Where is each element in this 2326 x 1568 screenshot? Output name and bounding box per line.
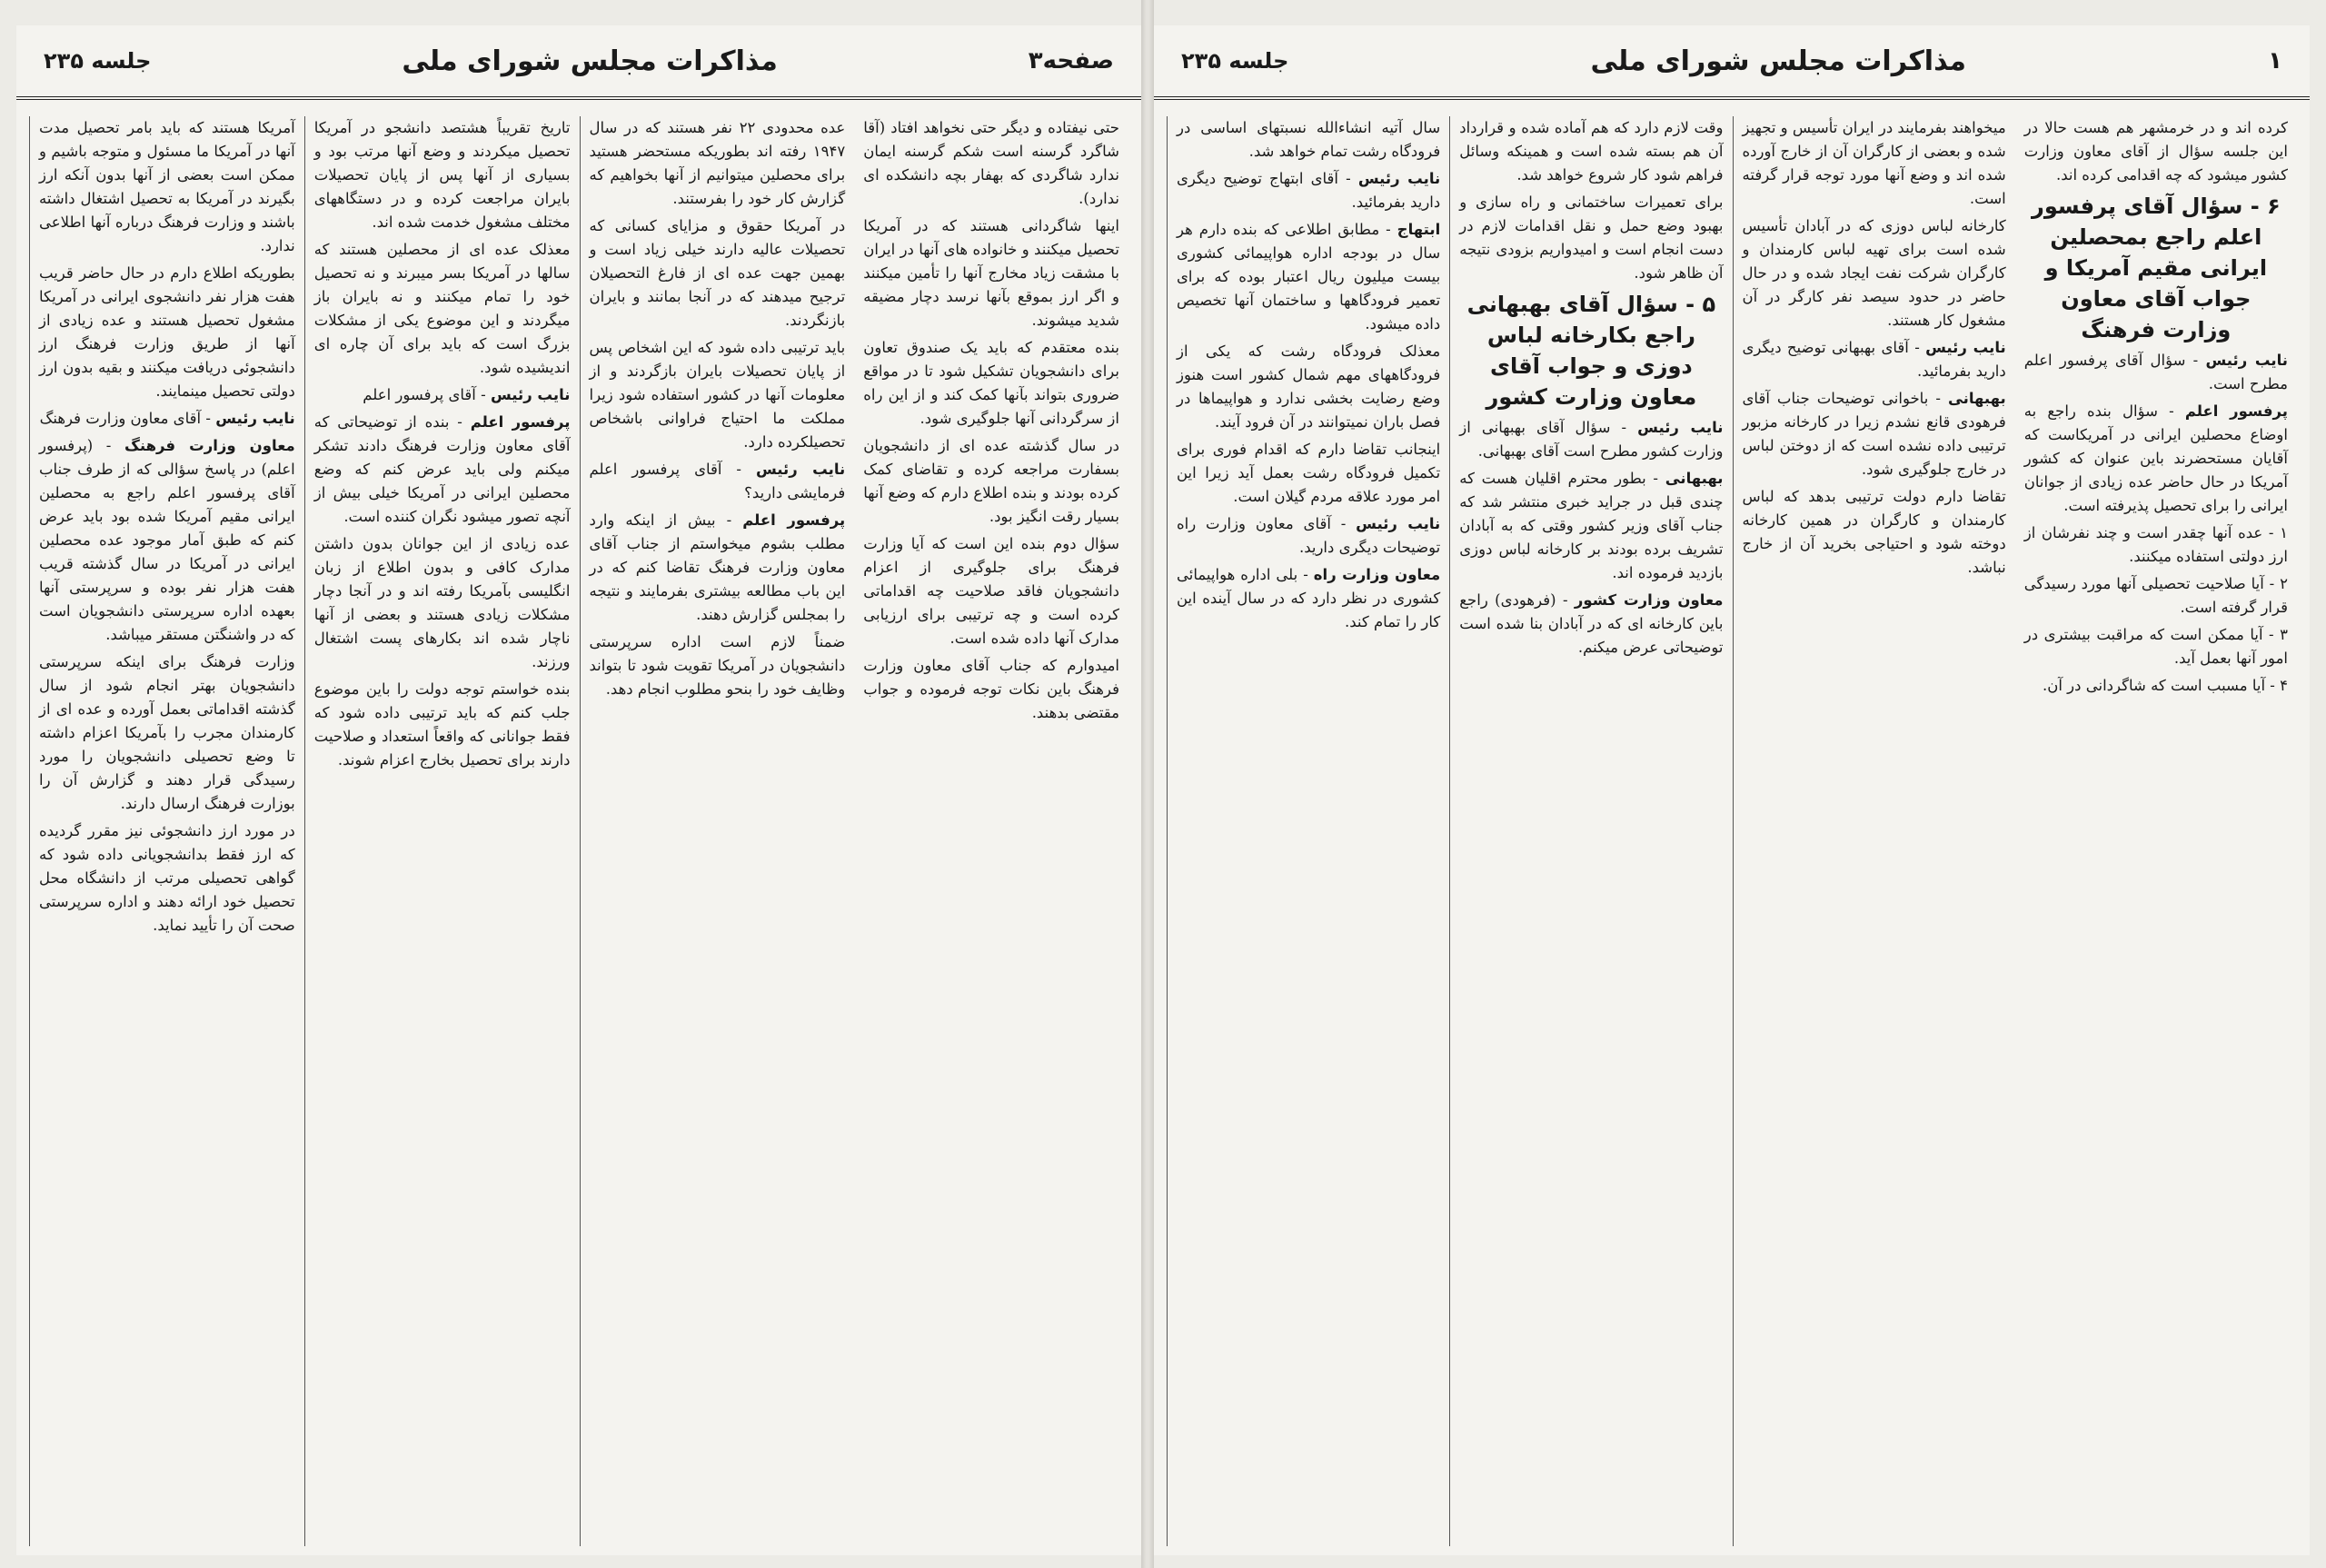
paragraph-text: آقای معاون وزارت راه توضیحات دیگری دارید. bbox=[1177, 515, 1441, 556]
paragraph: پرفسور اعلم - بنده از توضیحاتی که آقای معاون وزارت فرهنگ دادند تشکر میکنم ولی باید عرض کنم که وضع محصلین ایرانی در آمریکا خیلی بیش از آنچه تصور میشود نگران کننده است. bbox=[313, 413, 571, 525]
paragraph-text: حتی نیفتاده و دیگر حتی نخواهد افتاد (آقا شاگرد گرسنه است شکم گرسنه ایمان ندارد شاگردی که بهفار بچه دانشکده ای ندارد). bbox=[863, 119, 1119, 207]
paragraph: پرفسور اعلم - سؤال بنده راجع به اوضاع محصلین ایرانی در آمریکاست که آقایان مستحضرند باین عنوان که کشور آمریکا در حال حاضر عده زیادی از جوانان ایرانی را برای تحصیل پذیرفته است. bbox=[2023, 402, 2288, 514]
text-column bbox=[1449, 116, 1732, 1546]
paragraph bbox=[2024, 623, 2288, 670]
text-column bbox=[304, 116, 580, 1546]
paragraph-text: سؤال بنده راجع به اوضاع محصلین ایرانی در آمریکاست که آقایان مستحضرند باین عنوان که کشور آمریکا در حال حاضر عده زیادی از جوانان ایرانی را برای تحصیل پذیرفته است. bbox=[2023, 402, 2288, 514]
paragraph-text: سؤال دوم بنده این است که آیا وزارت فرهنگ برای جلوگیری از اعزام دانشجویان فاقد صلاحیت چه اقداماتی کرده است و چه ترتیبی برای ارزیابی مدارک آنها داده شده است. bbox=[863, 535, 1119, 647]
paragraph: بهبهانی - باخوانی توضیحات جناب آقای فرهودی قانع نشدم زیرا در کارخانه مزبور ترتیبی داده نشده است که از دوختن لباس در خارج جلوگیری شود. bbox=[1742, 390, 2006, 478]
paragraph-text: بنده خواستم توجه دولت را باین موضوع جلب کنم که باید ترتیبی داده شود که فقط جوانانی که واقعاً استعداد و صلاحیت دارند برای تحصیل بخارج اعزام شوند. bbox=[313, 680, 571, 769]
paragraph-text: آقای ابتهاج توضیح دیگری دارید بفرمائید. bbox=[1177, 170, 1441, 211]
paragraph bbox=[39, 262, 295, 403]
speaker-name: پرفسور اعلم bbox=[742, 511, 846, 529]
paragraph bbox=[314, 238, 571, 380]
speaker-name: نایب رئیس bbox=[1925, 339, 2006, 356]
left-page-columns bbox=[29, 116, 1128, 1546]
paragraph-text: (پرفسور اعلم) در پاسخ سؤالی که از طرف جناب آقای پرفسور اعلم راجع به محصلین ایرانی مقیم آمریکا شده بود باید عرض کنم که طبق آمار موجود عده محصلین ایرانی در آمریکا در سال گذشته قریب هفت هزار نفر بوده و سرپرستی آنها بعهده اداره سرپرستی دانشجویان است که در واشنگتن مستقر میباشد. bbox=[39, 437, 295, 643]
paragraph-text: سؤال آقای پرفسور اعلم مطرح است. bbox=[2023, 352, 2288, 392]
speaker-name: ابتهاج bbox=[1397, 221, 1441, 238]
left-page-title: مذاکرات مجلس شورای ملی bbox=[402, 45, 778, 77]
paragraph-text: برای تعمیرات ساختمانی و راه سازی و بهبود وضع حمل و نقل اقدامات لازم در دست انجام است و امیدواریم بزودی نتیجه آن ظاهر شود. bbox=[1459, 194, 1724, 282]
speaker-name: نایب رئیس bbox=[490, 386, 571, 403]
paragraph-text: سؤال آقای بهبهانی از وزارت کشور مطرح است آقای بهبهانی. bbox=[1459, 419, 1724, 460]
paragraph-text: در مورد ارز دانشجوئی نیز مقرر گردیده که ارز فقط بدانشجویانی داده شود که گواهی تحصیلی مرتب از دانشگاه محل تحصیل خود ارائه دهند و اداره سرپرستی صحت آن را تأیید نماید. bbox=[39, 822, 295, 934]
paragraph bbox=[1459, 116, 1723, 187]
speaker-name: نایب رئیس bbox=[1357, 170, 1441, 187]
speaker-name: بهبهانی bbox=[1665, 470, 1724, 487]
right-page-header bbox=[1154, 25, 2310, 100]
paragraph-text: معذلک فرودگاه رشت که یکی از فرودگاههای مهم شمال کشور است هنوز وضع رضایت بخشی ندارد و هواپیماها در فصل باران نمیتوانند در آن فرود آیند. bbox=[1177, 342, 1441, 431]
paragraph: بهبهانی - بطور محترم اقلیان هست که چندی قبل در جراید خبری منتشر شد که جناب آقای وزیر کشور وقتی که به آبادان تشریف برده بودند بر کارخانه لباس دوزی بازدید فرموده اند. bbox=[1459, 470, 1724, 581]
paragraph-text: بنده معتقدم که باید یک صندوق تعاون برای دانشجویان تشکیل شود تا در مواقع ضروری بتواند بآنها کمک کند و از این راه از سرگردانی آنها جلوگیری شود. bbox=[863, 339, 1119, 427]
paragraph-text: عده محدودی ۲۲ نفر هستند که در سال ۱۹۴۷ رفته اند بطوریکه مستحضر هستید برای محصلین میتوانیم از آنها بخواهیم که گزارش کار خود را بفرستند. bbox=[589, 119, 846, 207]
paragraph-text: آقای پرفسور اعلم فرمایشی دارید؟ bbox=[589, 461, 846, 501]
paragraph bbox=[1177, 116, 1440, 164]
paragraph-text: ضمناً لازم است اداره سرپرستی دانشجویان در آمریکا تقویت شود تا بتواند وظایف خود را بنحو مطلوب انجام دهد. bbox=[589, 633, 846, 698]
paragraph-text: در آمریکا حقوق و مزایای کسانی که تحصیلات عالیه دارند خیلی زیاد است و بهمین جهت عده ای از فارغ التحصیلان ترجیح میدهند که در آنجا بمانند و بایران بازنگردند. bbox=[589, 217, 846, 329]
speaker-name: بهبهانی bbox=[1947, 390, 2006, 407]
paragraph bbox=[39, 819, 295, 938]
paragraph-text: بنده از توضیحاتی که آقای معاون وزارت فرهنگ دادند تشکر میکنم ولی باید عرض کنم که وضع محصلین ایرانی در آمریکا خیلی بیش از آنچه تصور میشود نگران کننده است. bbox=[313, 413, 571, 525]
speaker-name: نایب رئیس bbox=[2205, 352, 2288, 369]
paragraph-text: بلی اداره هواپیمائی کشوری در نظر دارد که در سال آینده این کار را تمام کند. bbox=[1177, 566, 1441, 630]
right-page bbox=[1154, 25, 2310, 1555]
paragraph-text: تقاضا دارم دولت ترتیبی بدهد که لباس کارمندان و کارگران در همین کارخانه دوخته شود و احتیاجی بخرید آن از خارج نباشد. bbox=[1742, 488, 2006, 576]
paragraph-text: (فرهودی) راجع باین کارخانه ای که در آبادان بنا شده است توضیحاتی عرض میکنم. bbox=[1459, 591, 1724, 656]
paragraph bbox=[590, 336, 846, 454]
speaker-name: پرفسور اعلم bbox=[470, 413, 571, 431]
paragraph-text: آقای پرفسور اعلم bbox=[363, 386, 476, 403]
left-page bbox=[16, 25, 1141, 1555]
text-column bbox=[29, 116, 304, 1546]
paragraph bbox=[863, 532, 1119, 650]
paragraph: نایب رئیس - سؤال آقای پرفسور اعلم مطرح است. bbox=[2023, 352, 2288, 392]
text-column bbox=[854, 116, 1128, 1546]
page-gutter bbox=[1141, 0, 1154, 1568]
paragraph: نایب رئیس - آقای بهبهانی توضیح دیگری دارید بفرمائید. bbox=[1742, 339, 2006, 380]
speaker-name: نایب رئیس bbox=[1637, 419, 1724, 436]
paragraph bbox=[1177, 438, 1440, 509]
paragraph-text: وقت لازم دارد که هم آماده شده و قرارداد آن هم بسته شده است و همینکه وسائل فراهم شود کار شروع خواهد شد. bbox=[1459, 119, 1724, 184]
paragraph: نایب رئیس - آقای پرفسور اعلم فرمایشی دارید؟ bbox=[589, 461, 846, 501]
paragraph-text: تاریخ تقریباً هشتصد دانشجو در آمریکا تحصیل میکردند و وضع آنها مرتب بود و بسیاری از آنها پس از پایان تحصیلات بایران مراجعت کرده و در دستگاههای مختلف مشغول خدمت شده اند. bbox=[313, 119, 571, 231]
paragraph-text: آقای معاون وزارت فرهنگ bbox=[39, 410, 202, 427]
speaker-name: نایب رئیس bbox=[1356, 515, 1441, 532]
paragraph bbox=[39, 650, 295, 816]
paragraph bbox=[2024, 674, 2288, 698]
paragraph bbox=[1177, 340, 1440, 434]
speaker-name: نایب رئیس bbox=[215, 410, 295, 427]
paragraph-text: باخوانی توضیحات جناب آقای فرهودی قانع نشدم زیرا در کارخانه مزبور ترتیبی داده نشده است که از دوختن لباس در خارج جلوگیری شود. bbox=[1742, 390, 2006, 478]
right-page-columns bbox=[1167, 116, 2297, 1546]
paragraph bbox=[1459, 191, 1723, 285]
text-column bbox=[1733, 116, 2015, 1546]
paragraph-text: بیش از اینکه وارد مطلب بشوم میخواستم از جناب آقای معاون وزارت فرهنگ تقاضا کنم که در این باب مطالعه بیشتری بفرمایند و نتیجه را بمجلس گزارش دهند. bbox=[589, 511, 846, 623]
paragraph bbox=[2024, 572, 2288, 620]
paragraph-text: بطور محترم اقلیان هست که چندی قبل در جراید خبری منتشر شد که جناب آقای وزیر کشور وقتی که به آبادان تشریف برده بودند بر کارخانه لباس دوزی بازدید فرموده اند. bbox=[1459, 470, 1724, 581]
text-column bbox=[2015, 116, 2297, 1546]
paragraph: نایب رئیس - آقای معاون وزارت فرهنگ bbox=[39, 410, 295, 427]
paragraph bbox=[2024, 116, 2288, 187]
paragraph-text: آمریکا هستند که باید بامر تحصیل مدت آنها در آمریکا ما مسئول و متوجه باشیم و ممکن است بعضی از آنها بدون آنکه ارز بگیرند در آمریکا به تحصیل اشتغال داشته باشند و وزارت فرهنگ درباره آنها اطلاعی ندارد. bbox=[39, 119, 295, 254]
speaker-name: پرفسور اعلم bbox=[2184, 402, 2288, 420]
paragraph bbox=[863, 654, 1119, 725]
paragraph-text: معذلک عده ای از محصلین هستند که سالها در آمریکا بسر میبرند و نه تحصیل خود را تمام میکنند و نه بایران باز میگردند و این موضوع یکی از مشکلات بزرگ است که باید برای آن چاره ای اندیشیده شود. bbox=[313, 241, 571, 376]
paragraph-text: میخواهند بفرمایند در ایران تأسیس و تجهیز شده و بعضی از کارگران آن از خارج آورده شده اند و وضع آنها مورد توجه قرار گرفته است. bbox=[1742, 119, 2006, 207]
paragraph-text: کارخانه لباس دوزی که در آبادان تأسیس شده است برای تهیه لباس کارمندان و کارگران شرکت نفت ایجاد شده و در حال حاضر در حدود سیصد نفر کارگر در آن مشغول کار هستند. bbox=[1742, 217, 2006, 329]
paragraph: نایب رئیس - آقای پرفسور اعلم bbox=[363, 386, 571, 403]
left-page-number: صفحه۳ bbox=[1028, 47, 1114, 74]
paragraph-text: سال آتیه انشاءالله نسبتهای اساسی در فرودگاه رشت تمام خواهد شد. bbox=[1177, 119, 1441, 160]
paragraph bbox=[2024, 521, 2288, 569]
paragraph bbox=[863, 214, 1119, 332]
paragraph-text: ۱ - عده آنها چقدر است و چند نفرشان از ارز دولتی استفاده میکنند. bbox=[2023, 524, 2288, 565]
paragraph bbox=[863, 434, 1119, 529]
paragraph bbox=[314, 678, 571, 772]
paragraph-text: بطوریکه اطلاع دارم در حال حاضر قریب هفت هزار نفر دانشجوی ایرانی در آمریکا مشغول تحصیل هستند و عده زیادی از آنها از طریق وزارت فرهنگ ارز دانشجوئی دریافت میکنند و بقیه بدون ارز دولتی تحصیل مینمایند. bbox=[39, 264, 295, 400]
right-page-number: ۱ bbox=[2268, 47, 2282, 74]
text-column bbox=[1167, 116, 1449, 1546]
paragraph-text: در سال گذشته عده ای از دانشجویان بسفارت مراجعه کرده و تقاضای کمک کرده بودند و بنده اطلاع دارم که وضع آنها بسیار رقت انگیز بود. bbox=[863, 437, 1119, 525]
paragraph-text: ۴ - آیا مسبب است که شاگردانی در آن. bbox=[2042, 677, 2288, 694]
paragraph: نایب رئیس - آقای معاون وزارت راه توضیحات دیگری دارید. bbox=[1177, 515, 1441, 556]
paragraph: معاون وزارت فرهنگ - (پرفسور اعلم) در پاسخ سؤالی که از طرف جناب آقای پرفسور اعلم راجع به محصلین ایرانی مقیم آمریکا شده بود باید عرض کنم که طبق آمار موجود عده محصلین ایرانی در آمریکا در سال گذشته قریب هفت هزار نفر بوده و سرپرستی آنها بعهده اداره سرپرستی دانشجویان است که در واشنگتن مستقر میباشد. bbox=[39, 437, 295, 643]
paragraph: معاون وزارت کشور - (فرهودی) راجع باین کارخانه ای که در آبادان بنا شده است توضیحاتی عرض میکنم. bbox=[1459, 591, 1724, 656]
paragraph-text: وزارت فرهنگ برای اینکه سرپرستی دانشجویان بهتر انجام شود از سال گذشته اقداماتی بعمل آورده و عده ای از کارمندان مجرب را بآمریکا اعزام داشته تا وضع تحصیلی دانشجویان را مورد رسیدگی قرار دهند و گزارش آن را بوزارت فرهنگ ارسال دارند. bbox=[39, 653, 295, 812]
speaker-name: نایب رئیس bbox=[755, 461, 846, 478]
right-page-title: مذاکرات مجلس شورای ملی bbox=[1590, 45, 1966, 77]
paragraph-text: آقای بهبهانی توضیح دیگری دارید بفرمائید. bbox=[1742, 339, 2006, 380]
paragraph: معاون وزارت راه - بلی اداره هواپیمائی کشوری در نظر دارد که در سال آینده این کار را تمام کند. bbox=[1177, 566, 1441, 630]
paragraph-text: اینجانب تقاضا دارم که اقدام فوری برای تکمیل فرودگاه رشت بعمل آید زیرا این امر مورد علاقه مردم گیلان است. bbox=[1177, 441, 1441, 505]
paragraph-text: اینها شاگردانی هستند که در آمریکا تحصیل میکنند و خانواده های آنها در ایران با مشقت زیاد مخارج آنها را تأمین میکنند و اگر ارز بموقع بآنها نرسد دچار مضیقه شدید میشوند. bbox=[863, 217, 1119, 329]
paragraph-text: کرده اند و در خرمشهر هم هست حالا در این جلسه سؤال از آقای معاون وزارت کشور میشود که چه اقدامی کرده اند. bbox=[2023, 119, 2288, 184]
paragraph-text: ۳ - آیا ممکن است که مراقبت بیشتری در امور آنها بعمل آید. bbox=[2023, 626, 2288, 667]
left-page-session: جلسه ۲۳۵ bbox=[44, 48, 152, 74]
paragraph: نایب رئیس - آقای ابتهاج توضیح دیگری دارید بفرمائید. bbox=[1177, 170, 1441, 211]
paragraph bbox=[590, 630, 846, 701]
paragraph-text: باید ترتیبی داده شود که این اشخاص پس از پایان تحصیلات بایران بازگردند و از معلومات آنها در کشور استفاده شود زیرا مملکت ما احتیاج فراوانی باشخاص تحصیلکرده دارد. bbox=[589, 339, 846, 451]
paragraph-text: عده زیادی از این جوانان بدون داشتن مدارک کافی و بدون اطلاع از زبان انگلیسی بآمریکا رفته اند و در آنجا دچار مشکلات زیادی هستند و بعضی از آنها ناچار شده اند بکارهای پست اشتغال ورزند. bbox=[313, 535, 571, 670]
section-headline: ۵ - سؤال آقای بهبهانی راجع بکارخانه لباس دوزی و جواب آقای معاون وزارت کشور bbox=[1466, 292, 1716, 410]
paragraph: نایب رئیس - سؤال آقای بهبهانی از وزارت کشور مطرح است آقای بهبهانی. bbox=[1459, 419, 1724, 460]
paragraph bbox=[1743, 214, 2006, 332]
left-page-header bbox=[16, 25, 1141, 100]
speaker-name: معاون وزارت راه bbox=[1313, 566, 1441, 583]
paragraph bbox=[590, 116, 846, 211]
speaker-name: معاون وزارت کشور bbox=[1574, 591, 1724, 609]
right-page-session: جلسه ۲۳۵ bbox=[1181, 48, 1289, 74]
paragraph: ابتهاج - مطابق اطلاعی که بنده دارم هر سال در بودجه اداره هواپیمائی کشوری بیست میلیون ریال اعتبار بوده که برای تعمیر فرودگاهها و ساختمان آنها تخصیص داده میشود. bbox=[1177, 221, 1441, 332]
paragraph bbox=[314, 116, 571, 234]
paragraph: پرفسور اعلم - بیش از اینکه وارد مطلب بشوم میخواستم از جناب آقای معاون وزارت فرهنگ تقاضا کنم که در این باب مطالعه بیشتری بفرمایند و نتیجه را بمجلس گزارش دهند. bbox=[589, 511, 846, 623]
section-headline: ۶ - سؤال آقای پرفسور اعلم راجع بمحصلین ایرانی مقیم آمریکا و جواب آقای معاون وزارت فرهنگ bbox=[2032, 194, 2281, 342]
paragraph bbox=[863, 116, 1119, 211]
paragraph-text: امیدوارم که جناب آقای معاون وزارت فرهنگ باین نکات توجه فرموده و جواب مقتضی بدهند. bbox=[863, 657, 1119, 721]
text-column bbox=[580, 116, 855, 1546]
paragraph bbox=[314, 532, 571, 674]
paragraph bbox=[1743, 116, 2006, 211]
paragraph-text: مطابق اطلاعی که بنده دارم هر سال در بودجه اداره هواپیمائی کشوری بیست میلیون ریال اعتبار بوده که برای تعمیر فرودگاهها و ساختمان آنها تخصیص داده میشود. bbox=[1177, 221, 1441, 332]
paragraph bbox=[39, 116, 295, 258]
paragraph-text: ۲ - آیا صلاحیت تحصیلی آنها مورد رسیدگی قرار گرفته است. bbox=[2023, 575, 2288, 616]
speaker-name: معاون وزارت فرهنگ bbox=[124, 437, 295, 454]
paragraph bbox=[590, 214, 846, 332]
paragraph bbox=[863, 336, 1119, 431]
paragraph bbox=[1743, 485, 2006, 580]
